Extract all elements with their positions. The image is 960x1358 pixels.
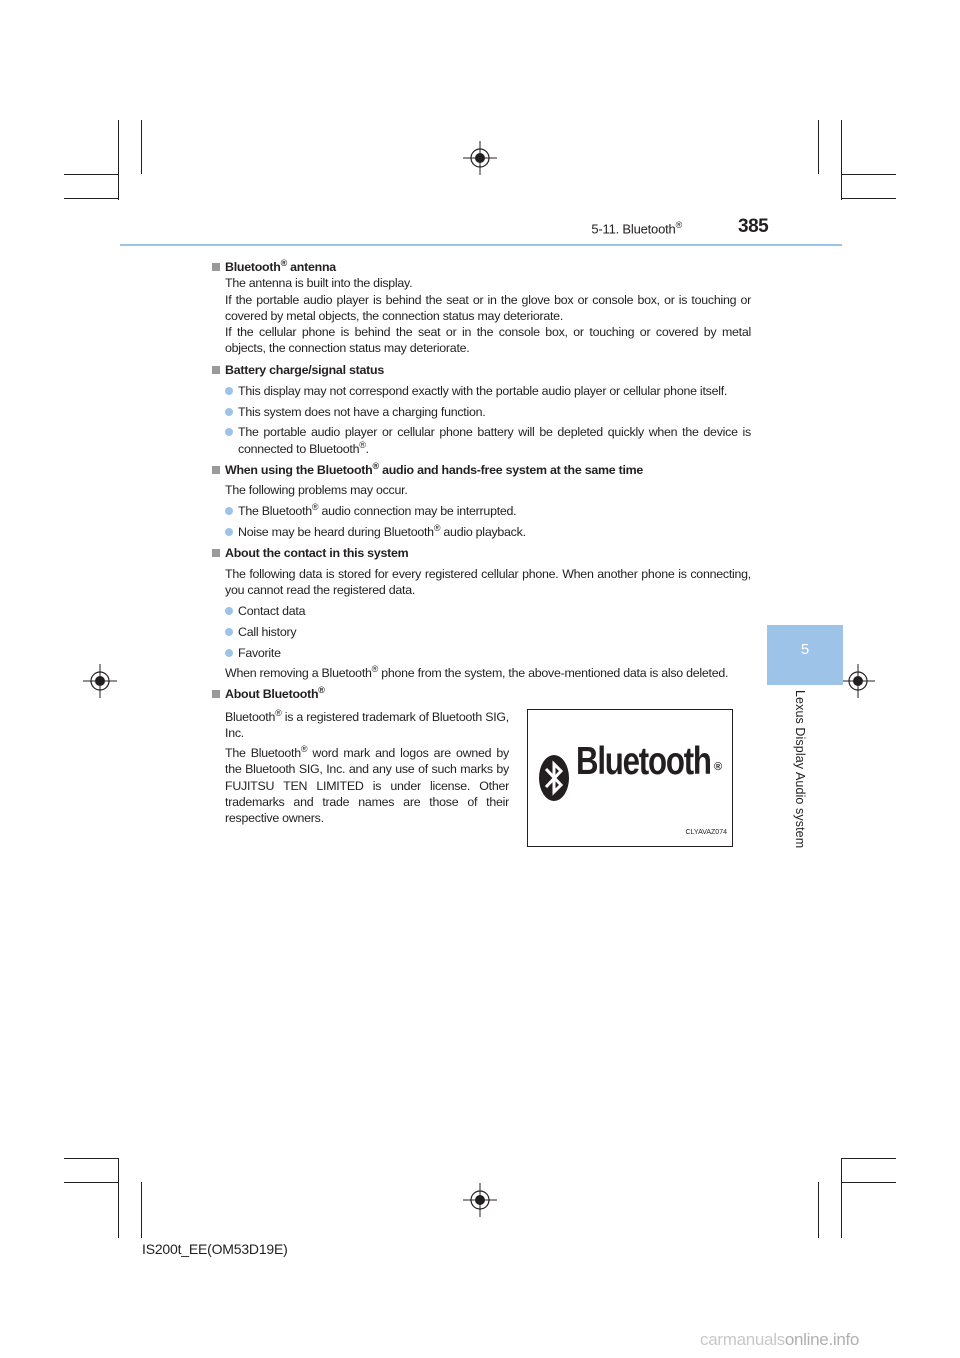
bullet-dot-icon — [225, 507, 233, 515]
heading-square-icon — [212, 466, 220, 474]
bullet-dot-icon — [225, 528, 233, 536]
bullet-dot-icon — [225, 408, 233, 416]
list-item: Noise may be heard during Bluetooth® audio playback. — [238, 524, 751, 540]
figure-code: CLYAVAZ074 — [685, 829, 727, 837]
model-code: IS200t_EE(OM53D19E) — [142, 1241, 288, 1257]
list-item: Contact data — [238, 603, 751, 619]
bluetooth-logo-figure — [527, 709, 733, 847]
about-text — [225, 709, 509, 831]
bullet-dot-icon — [225, 607, 233, 615]
chapter-tab — [767, 625, 843, 685]
paragraph: When removing a Bluetooth® phone from the system, the above-mentioned data is also deleted. — [225, 663, 729, 680]
heading-square-icon — [212, 549, 220, 557]
bluetooth-logo-icon — [538, 754, 570, 802]
header-rule — [120, 244, 842, 246]
chapter-number: 5 — [800, 641, 810, 658]
bullet-dot-icon — [225, 387, 233, 395]
paragraph: The following data is stored for every registered cellular phone. When another phone is connecting, you cannot read the registered data. — [225, 566, 751, 598]
paragraph: The following problems may occur. — [225, 483, 408, 498]
list-item: This system does not have a charging function. — [238, 404, 751, 420]
registration-mark-icon — [463, 141, 497, 175]
about-section — [225, 709, 751, 849]
chapter-title: Lexus Display Audio system — [793, 690, 807, 849]
page-number: 385 — [738, 216, 769, 237]
heading-square-icon — [212, 263, 220, 271]
heading-antenna: Bluetooth® antenna — [211, 259, 751, 275]
main-content — [211, 255, 751, 849]
paragraph: If the cellular phone is behind the seat or in the console box, or touching or covered by metal objects, the connection status may deteriorate. — [225, 325, 751, 356]
list-item: This display may not correspond exactly with the portable audio player or cellular phone itself. — [238, 383, 751, 399]
heading-square-icon — [212, 690, 220, 698]
registration-mark-icon — [841, 664, 875, 698]
heading-battery: Battery charge/signal status — [211, 362, 751, 378]
registered-mark: ® — [714, 760, 722, 773]
paragraph: Bluetooth® is a registered trademark of Bluetooth SIG, Inc. — [225, 707, 509, 740]
bullet-dot-icon — [225, 628, 233, 636]
watermark: carmanualsonline.info — [700, 1330, 860, 1349]
registration-mark-icon — [83, 664, 117, 698]
paragraph: The Bluetooth® word mark and logos are owned by the Bluetooth SIG, Inc. and any use of such marks by FUJITSU TEN LIMITED is under license. Other trademarks and trade names are those of their respective owners. — [225, 744, 509, 826]
list-item: The portable audio player or cellular phone battery will be depleted quickly when the device is connected to Bluetooth®. — [238, 424, 751, 457]
bullet-dot-icon — [225, 649, 233, 657]
section-title: 5-11. Bluetooth® — [591, 220, 682, 237]
heading-same-time: When using the Bluetooth® audio and hands-free system at the same time — [211, 462, 751, 478]
paragraph: The antenna is built into the display. — [225, 276, 413, 291]
bullet-dot-icon — [225, 428, 233, 436]
bluetooth-wordmark: Bluetooth — [576, 739, 711, 783]
heading-about: About Bluetooth® — [211, 686, 751, 702]
registration-mark-icon — [463, 1183, 497, 1217]
list-item: The Bluetooth® audio connection may be interrupted. — [238, 503, 751, 519]
heading-contact: About the contact in this system — [211, 545, 751, 561]
list-item: Call history — [238, 624, 751, 640]
heading-square-icon — [212, 366, 220, 374]
list-item: Favorite — [238, 645, 751, 661]
paragraph: If the portable audio player is behind the seat or in the glove box or console box, or is touching or covered by metal objects, the connection status may deteriorate. — [225, 292, 751, 323]
